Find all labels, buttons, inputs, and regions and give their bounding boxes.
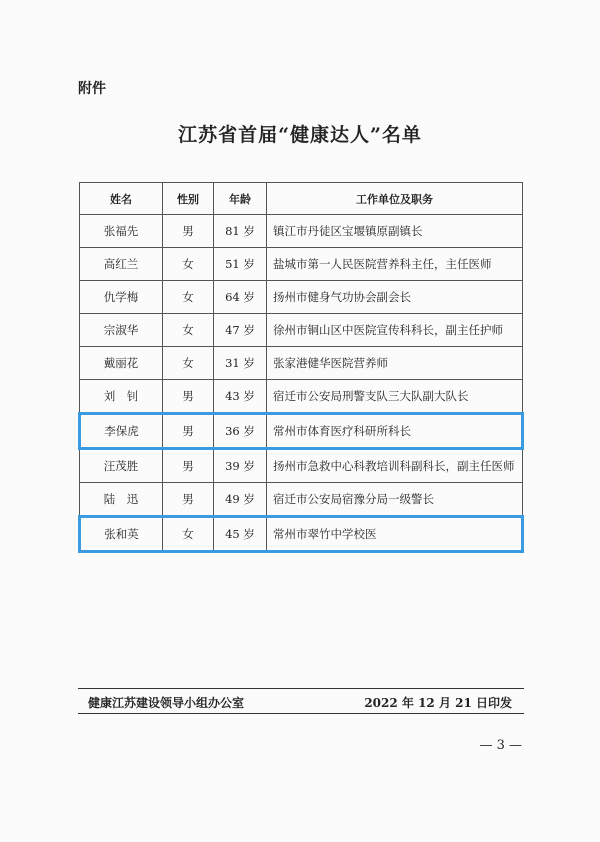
cell-age: 47 岁 (214, 314, 267, 347)
table-row-highlighted (80, 517, 523, 552)
table-row-highlighted (80, 414, 523, 449)
cell-workplace: 宿迁市公安局宿豫分局一级警长 (267, 483, 523, 517)
cell-workplace: 徐州市铜山区中医院宣传科科长，副主任护师 (267, 314, 523, 347)
page-number: — 3 — (479, 738, 522, 753)
footer-bottom-rule (78, 713, 524, 714)
cell-gender: 女 (163, 281, 214, 314)
cell-workplace: 常州市体育医疗科研所科长 (267, 414, 523, 449)
cell-name: 陆 迅 (80, 483, 163, 517)
issuing-office: 健康江苏建设领导小组办公室 (88, 696, 245, 710)
cell-age: 39 岁 (214, 449, 267, 483)
cell-name: 张和英 (80, 517, 163, 552)
table-row (80, 483, 523, 517)
cell-name: 刘 钊 (80, 380, 163, 414)
cell-workplace: 盐城市第一人民医院营养科主任，主任医师 (267, 248, 523, 281)
cell-gender: 男 (163, 380, 214, 414)
document-title: 江苏省首届“健康达人”名单 (178, 124, 422, 146)
footer-top-rule (78, 688, 524, 689)
cell-workplace: 扬州市健身气功协会副会长 (267, 281, 523, 314)
cell-name: 宗淑华 (80, 314, 163, 347)
issue-date: 2022 年 12 月 21 日印发 (364, 696, 512, 710)
cell-gender: 女 (163, 248, 214, 281)
cell-name: 张福先 (80, 215, 163, 248)
cell-workplace: 张家港健华医院营养师 (267, 347, 523, 380)
cell-name: 李保虎 (80, 414, 163, 449)
cell-name: 汪茂胜 (80, 449, 163, 483)
cell-age: 31 岁 (214, 347, 267, 380)
table-body (80, 215, 523, 552)
cell-gender: 男 (163, 483, 214, 517)
cell-age: 64 岁 (214, 281, 267, 314)
cell-age: 43 岁 (214, 380, 267, 414)
header-row (80, 183, 523, 215)
table-row (80, 380, 523, 414)
cell-gender: 女 (163, 314, 214, 347)
cell-gender: 男 (163, 215, 214, 248)
table-row (80, 314, 523, 347)
table-header (80, 183, 523, 215)
cell-name: 戴丽花 (80, 347, 163, 380)
table-row (80, 248, 523, 281)
cell-name: 高红兰 (80, 248, 163, 281)
cell-gender: 女 (163, 347, 214, 380)
cell-age: 49 岁 (214, 483, 267, 517)
table-row (80, 281, 523, 314)
table-row (80, 449, 523, 483)
cell-age: 36 岁 (214, 414, 267, 449)
header-age: 年龄 (214, 183, 267, 215)
header-gender: 性别 (163, 183, 214, 215)
cell-workplace: 镇江市丹徒区宝堰镇原副镇长 (267, 215, 523, 248)
cell-gender: 男 (163, 449, 214, 483)
attachment-label: 附件 (78, 81, 106, 97)
header-workplace: 工作单位及职务 (267, 183, 523, 215)
cell-workplace: 常州市翠竹中学校医 (267, 517, 523, 552)
cell-name: 仇学梅 (80, 281, 163, 314)
cell-gender: 男 (163, 414, 214, 449)
cell-workplace: 宿迁市公安局刑警支队三大队副大队长 (267, 380, 523, 414)
cell-workplace: 扬州市急救中心科教培训科副科长，副主任医师 (267, 449, 523, 483)
cell-gender: 女 (163, 517, 214, 552)
header-name: 姓名 (80, 183, 163, 215)
table-row (80, 215, 523, 248)
cell-age: 81 岁 (214, 215, 267, 248)
honoree-table (78, 182, 524, 553)
table-row (80, 347, 523, 380)
cell-age: 51 岁 (214, 248, 267, 281)
cell-age: 45 岁 (214, 517, 267, 552)
